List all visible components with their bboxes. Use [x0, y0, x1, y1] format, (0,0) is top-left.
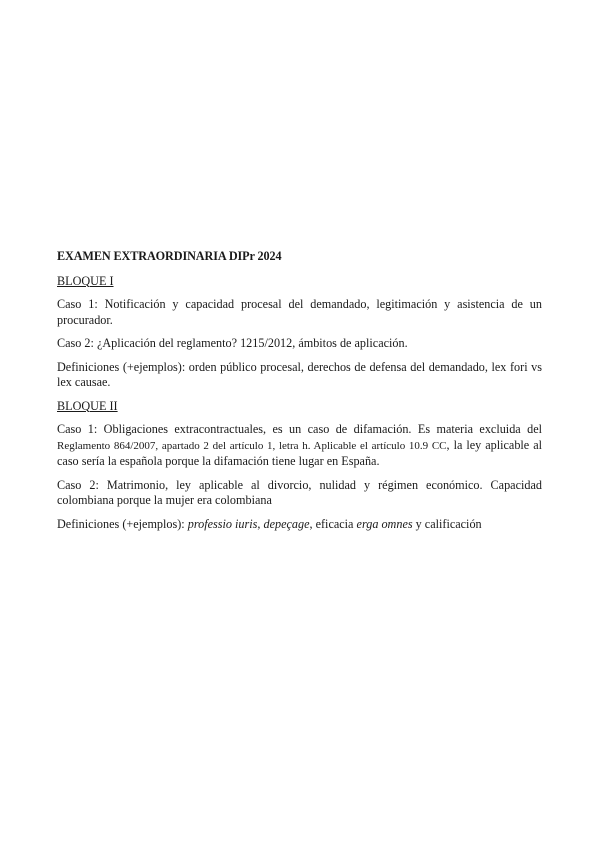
- bloque-2-caso-2: Caso 2: Matrimonio, ley aplicable al divorcio, nulidad y régimen económico. Capacidad colombiana porque la mujer era colombiana: [57, 477, 542, 507]
- bloque-1-definiciones: Definiciones (+ejemplos): orden público procesal, derechos de defensa del demandado, lex fori vs lex causae.: [57, 359, 542, 389]
- bloque-1-heading: BLOQUE I: [57, 273, 114, 288]
- term-professio-iuris: professio iuris: [187, 516, 258, 531]
- term-erga-omnes: erga omnes: [356, 516, 413, 531]
- bloque-2-def-prefix: Definiciones (+ejemplos):: [57, 516, 188, 531]
- bloque-1-caso-2: Caso 2: ¿Aplicación del reglamento? 1215/2012, ámbitos de aplicación.: [57, 336, 408, 350]
- term-depecage: depeçage: [263, 516, 310, 531]
- bloque-2-caso-1: [57, 422, 542, 470]
- bloque-2-def-suffix: y calificación: [412, 516, 482, 531]
- document-content: [57, 249, 542, 540]
- bloque-2-caso-1-part-a: Caso 1: Obligaciones extracontractuales, es un caso de difamación. Es materia excluida del: [57, 422, 542, 436]
- bloque-2-definiciones: [57, 517, 542, 533]
- bloque-2-caso-1-part-c: , la ley aplicable al caso sería la española porque la difamación tiene lugar en España.: [57, 437, 543, 468]
- bloque-1-caso-1: Caso 1: Notificación y capacidad procesal del demandado, legitimación y asistencia de un procurador.: [57, 297, 542, 327]
- bloque-2-heading: BLOQUE II: [57, 398, 118, 413]
- bloque-2-def-sep-1: ,: [257, 516, 264, 531]
- bloque-2-caso-1-part-b: Reglamento 864/2007, apartado 2 del artículo 1, letra h. Aplicable el artículo 10.9 CC: [57, 439, 447, 452]
- exam-title: EXAMEN EXTRAORDINARIA DIPr 2024: [57, 249, 282, 263]
- bloque-2-def-mid: , eficacia: [309, 516, 357, 531]
